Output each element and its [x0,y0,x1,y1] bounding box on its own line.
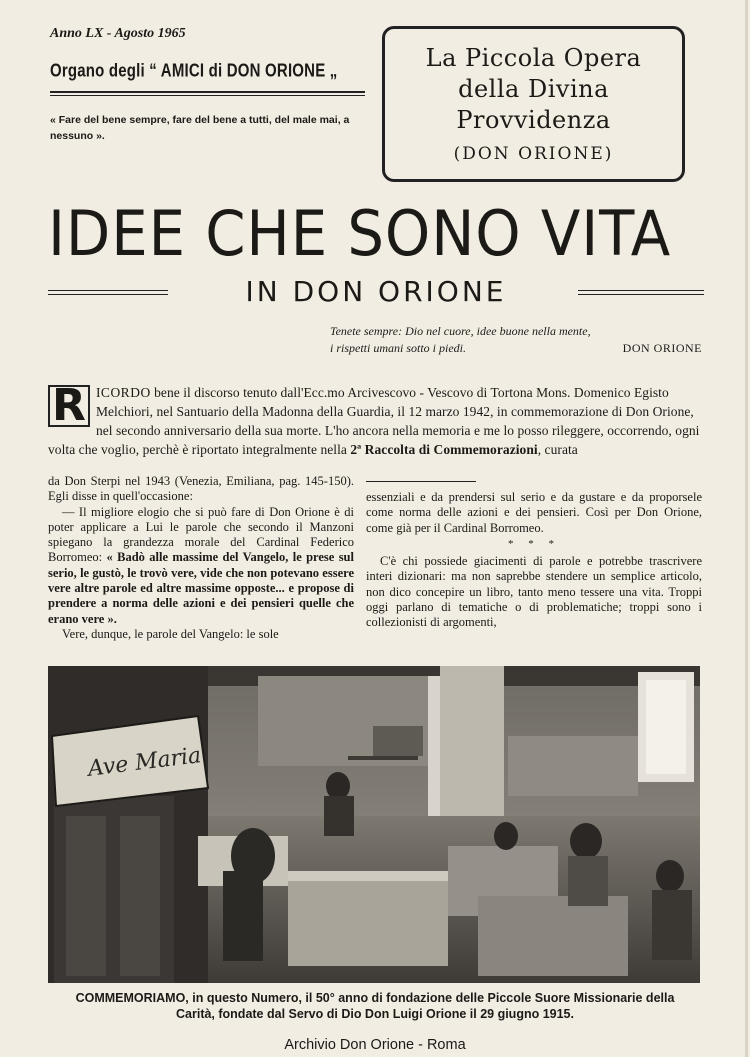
publication-title-box [382,26,685,182]
publication-title-line: Provvidenza [456,106,611,134]
article-intro [48,380,702,459]
intro-text: bene il discorso tenuto dall'Ecc.mo Arcivescovo - Vescovo di Tortona Mons. Domenico Egisto Melchiori, nel Santuario della Madonna della Guardia, il 12 marzo 1942, in commemorazione di Don Orione, nel secondo anniversario della sua morte. L'ho ancora nella memoria e me lo posso rileggere, occorrendo, ogni volta che voglio, perchè è riportato integralmente nella [48,385,700,457]
paragraph: C'è chi possiede giacimenti di parole e potrebbe trascrivere interi dizionari: ma non saprebbe stendere un semplice articolo, non dico concepire un libro, tanto meno tessere una vita. Troppi oggi parlano di tematiche o di problematiche; troppi sono i collezionisti di argomenti, [366,554,702,630]
article-column-right [366,487,702,631]
paragraph-text: — Il migliore elogio che si può fare di Don Orione è di poter applicare a Lui le parole che secondo il Manzoni spiegano la grandezza morale del Cardinal Federico Borromeo: [48,504,354,565]
publication-title-line: della Divina [458,75,609,103]
epigraph-line: Tenete sempre: Dio nel cuore, idee buone nella mente, [330,324,591,338]
masthead-left [50,26,370,144]
photo-caption [48,990,702,1022]
intro-caps: ICORDO [95,385,151,400]
paragraph [48,505,354,627]
subheadline-row [48,275,704,309]
paragraph: da Don Sterpi nel 1943 (Venezia, Emiliana, pag. 145-150). Egli disse in quell'occasione: [48,474,354,504]
caption-line: COMMEMORIAMO, in questo Numero, il 50° anno di fondazione delle Piccole Suore Missionarie della [75,991,675,1005]
epigraph-line: i rispetti umani sotto i piedi. [330,341,467,355]
intro-tail: , curata [537,442,578,457]
manzoni-quote: « Badò alle massime del Vangelo, le prese sul serio, le gustò, le trovò vere, vide che non potevano essere vere altre parole ed altre massime opposte... e propose di prendere a norma delle azioni e dei pensieri quelle che erano vere ». [48,550,354,626]
epigraph-author: DON ORIONE [622,341,702,355]
organ-title: Organo degli “ AMICI di DON ORIONE „ [50,60,338,82]
section-break-stars: * * * [508,537,560,550]
issue-date: Anno LX - Agosto 1965 [50,26,186,41]
paragraph: Vere, dunque, le parole del Vangelo: le sole [62,626,279,641]
motto: « Fare del bene sempre, fare del bene a tutti, del male mai, a nessuno ». [50,114,350,142]
subheadline-rule-right [578,290,704,295]
intro-bold-title: 2ª Raccolta di Commemorazioni [350,442,538,457]
article-subheadline: IN DON ORIONE [245,275,507,308]
article-headline: IDEE CHE SONO VITA [48,197,672,270]
masthead-rule [50,91,365,96]
subheadline-rule-left [48,290,168,295]
publication-subtitle: (DON ORIONE) [453,144,614,164]
sign-text: Ave Maria [86,743,203,782]
page-edge [745,0,748,1057]
publication-title-line: La Piccola Opera [425,44,642,72]
paragraph: essenziali e da prendersi sul serio e da gustare e da proporsele come norma delle azioni e dei pensieri. Così per Don Orione, come già per il Cardinal Borromeo. [366,490,702,535]
workshop-photo-illustration [48,666,700,983]
drop-cap: R [48,385,90,427]
article-column-left [48,474,354,642]
workshop-photo [48,666,700,983]
column-separator-rule [366,481,476,482]
epigraph [330,323,702,357]
archive-footer: Archivio Don Orione - Roma [284,1037,466,1053]
caption-line: Carità, fondate dal Servo di Dio Don Luigi Orione il 29 giugno 1915. [176,1007,574,1021]
